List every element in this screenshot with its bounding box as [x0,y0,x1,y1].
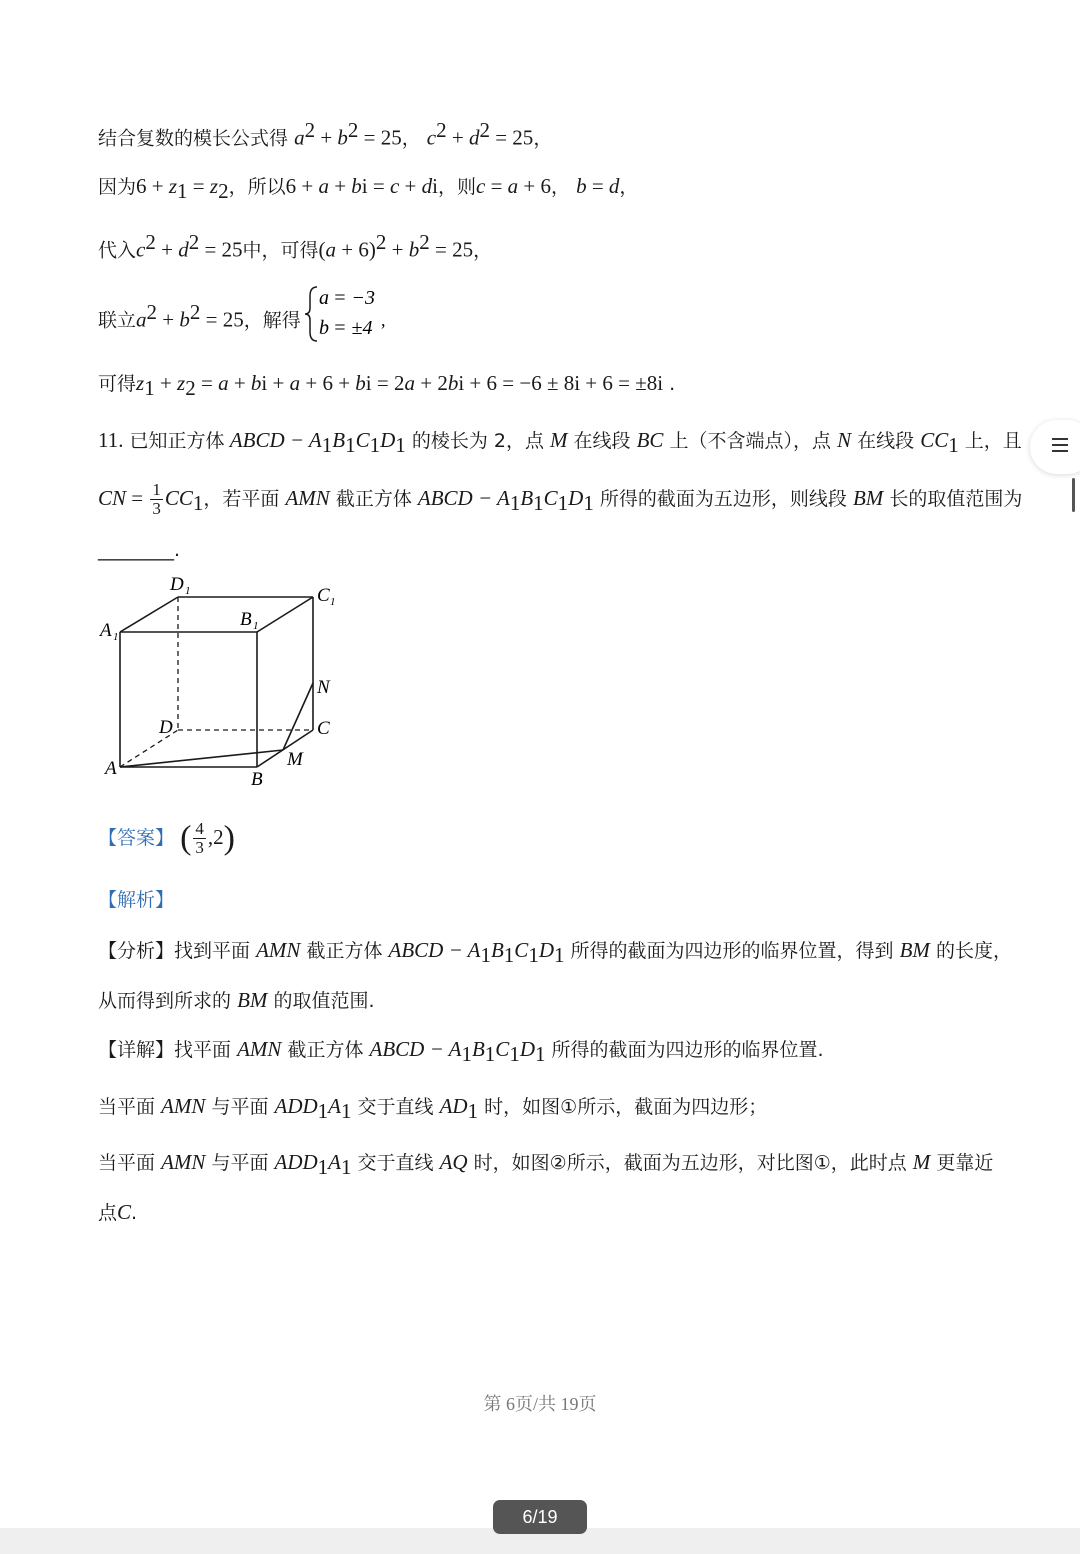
text: 中，可得 [242,239,319,262]
label-D: D [159,717,173,738]
text: 找到平面 [174,940,251,962]
question-11-line-1: 11. 已知正方体 ABCD − $A_1B_1C_1D_1$ 的棱长为 2，点 M 在线段 BC 上（不含端点），点 N 在线段 $CC_1$ 上，且 [98,428,1022,457]
text: 长的取值范围为 [889,488,1023,510]
text: 交于直线 [357,1096,434,1118]
math: a [294,125,305,150]
text: 已知正方体 [129,430,225,452]
edge-A1-D1 [120,597,178,632]
text: 交于直线 [357,1152,434,1174]
svg-text:,: , [381,310,386,330]
text: 的棱长为 2，点 [411,430,544,452]
text: 【分析】 [98,940,175,962]
text: 与平面 [211,1152,269,1174]
text: 点 [98,1202,118,1224]
system-brace [305,284,395,344]
text: 代入 [98,239,137,262]
analysis-p2: 从而得到所求的 BM 的取值范围. [98,988,375,1012]
page-footer: 第 6页/共 19页 [483,1394,597,1414]
analysis-p3: 【详解】找平面 AMN 截正方体 ABCD − $A_1B_1C_1D_1$ 所得的截面为四边形的临界位置. [98,1037,824,1066]
text: 上（不含端点），点 [669,430,832,452]
solution-line-4: 联立$a^2 + b^2 = 25$，解得 [98,300,301,332]
text: 联立 [98,309,137,332]
label-N: N [317,677,330,698]
label-B1: B [240,609,252,630]
text: 时，如图①所示，截面为四边形； [484,1096,768,1118]
text: 结合复数的模长公式得 [98,127,289,150]
text: 时，如图②所示，截面为五边形，对比图①，此时点 [473,1152,907,1174]
answer-tag: 【答案】 [98,827,175,849]
edge-B1-C1 [257,597,313,632]
label-A: A [105,758,117,779]
text: 在线段 [573,430,631,452]
text: 【详解】 [98,1039,175,1061]
fraction: $\frac{1}{3}$ [152,480,161,518]
solution-line-1: 结合复数的模长公式得 $a^2 + b^2 = 25$， $c^2 + d^2 = 25$， [98,118,553,150]
text: 所得的截面为四边形的临界位置，得到 [570,940,894,962]
analysis-p1: 【分析】找到平面 AMN 截正方体 ABCD − $A_1B_1C_1D_1$ 所得的截面为四边形的临界位置，得到 BM 的长度， [98,938,1012,967]
text: 所得的截面为五边形，则线段 [599,488,847,510]
subscript: 1 [185,585,191,597]
text: . [131,1202,138,1224]
subscript: 1 [330,596,336,608]
text: 截正方体 [335,488,412,510]
edge-B-C [257,730,313,767]
text: 所得的截面为四边形的临界位置. [551,1039,824,1061]
label-C1: C [317,585,330,606]
analysis-tag: 【解析】 [98,889,175,911]
text: 的长度， [935,940,1012,962]
label-C: C [317,718,330,739]
answer-line: 【答案】 ( $\frac{4}{3}$ ,2) [98,819,235,857]
text: 可得 [98,373,137,395]
text: 更靠近 [936,1152,994,1174]
text: ，则 [437,176,476,198]
text: 找平面 [174,1039,232,1061]
analysis-p5: 当平面 AMN 与平面 $ADD_1A_1$ 交于直线 AQ 时，如图②所示，截面为五边形，对比图①，此时点 M 更靠近 [98,1150,994,1179]
text: 因为 [98,176,137,198]
text: 截正方体 [287,1039,364,1061]
solution-line-5: 可得$z_1 + z_2 = a$ + bi + a + 6 + bi = 2a + 2bi + 6 = −6 ± 8i + 6 = ±8i . [98,371,676,400]
text: 从而得到所求的 [98,990,232,1012]
answer-rest: ,2 [207,825,224,849]
menu-button[interactable] [1030,420,1080,474]
answer-blank: ________. [98,539,181,561]
menu-icon [1052,438,1068,456]
label-B: B [251,769,263,790]
answer-fraction: $\frac{4}{3}$ [195,819,204,857]
cube-figure [95,570,355,795]
analysis-p4: 当平面 AMN 与平面 $ADD_1A_1$ 交于直线 $AD_1$ 时，如图①所示，截面为四边形； [98,1094,768,1123]
solution-line-2: 因为$6 + z_1 = z_2$，所以6 + a + bi = c + di，则c = a + 6， b = d， [98,174,639,203]
question-11-line-2: CN = $\frac{1}{3}$ $CC_1$，若平面 AMN 截正方体 ABCD − $A_1B_1C_1D_1$ 所得的截面为五边形，则线段 BM 长的取值范围为 [98,480,1023,518]
text: 上，且 [964,430,1022,452]
text: ，所以 [228,176,286,198]
text: 与平面 [211,1096,269,1118]
text: 的取值范围. [273,990,375,1012]
solution-line-3: 代入$c^2 + d^2 = 25$中，可得$(a + 6)^2 + b^2 = 25$， [98,230,493,262]
svg-text:= −3: = −3 [333,287,375,309]
page-indicator: 6/19 [493,1500,587,1534]
svg-text:b: b [319,317,329,339]
svg-text:a: a [319,287,329,309]
text: 截正方体 [306,940,383,962]
segment-A-M [120,750,283,767]
text: ，解得 [243,309,301,332]
text: 在线段 [857,430,915,452]
svg-text:= ±4: = ±4 [333,317,373,339]
text: ，若平面 [203,488,280,510]
label-A1: A [100,620,112,641]
label-M: M [287,749,303,770]
question-number: 11. [98,428,124,452]
subscript: 1 [113,631,119,643]
text: 当平面 [98,1096,156,1118]
label-D1: D [170,574,184,595]
scrollbar-thumb[interactable] [1072,478,1075,512]
text: 当平面 [98,1152,156,1174]
analysis-p6: 点C. [98,1200,138,1224]
subscript: 1 [253,620,259,632]
